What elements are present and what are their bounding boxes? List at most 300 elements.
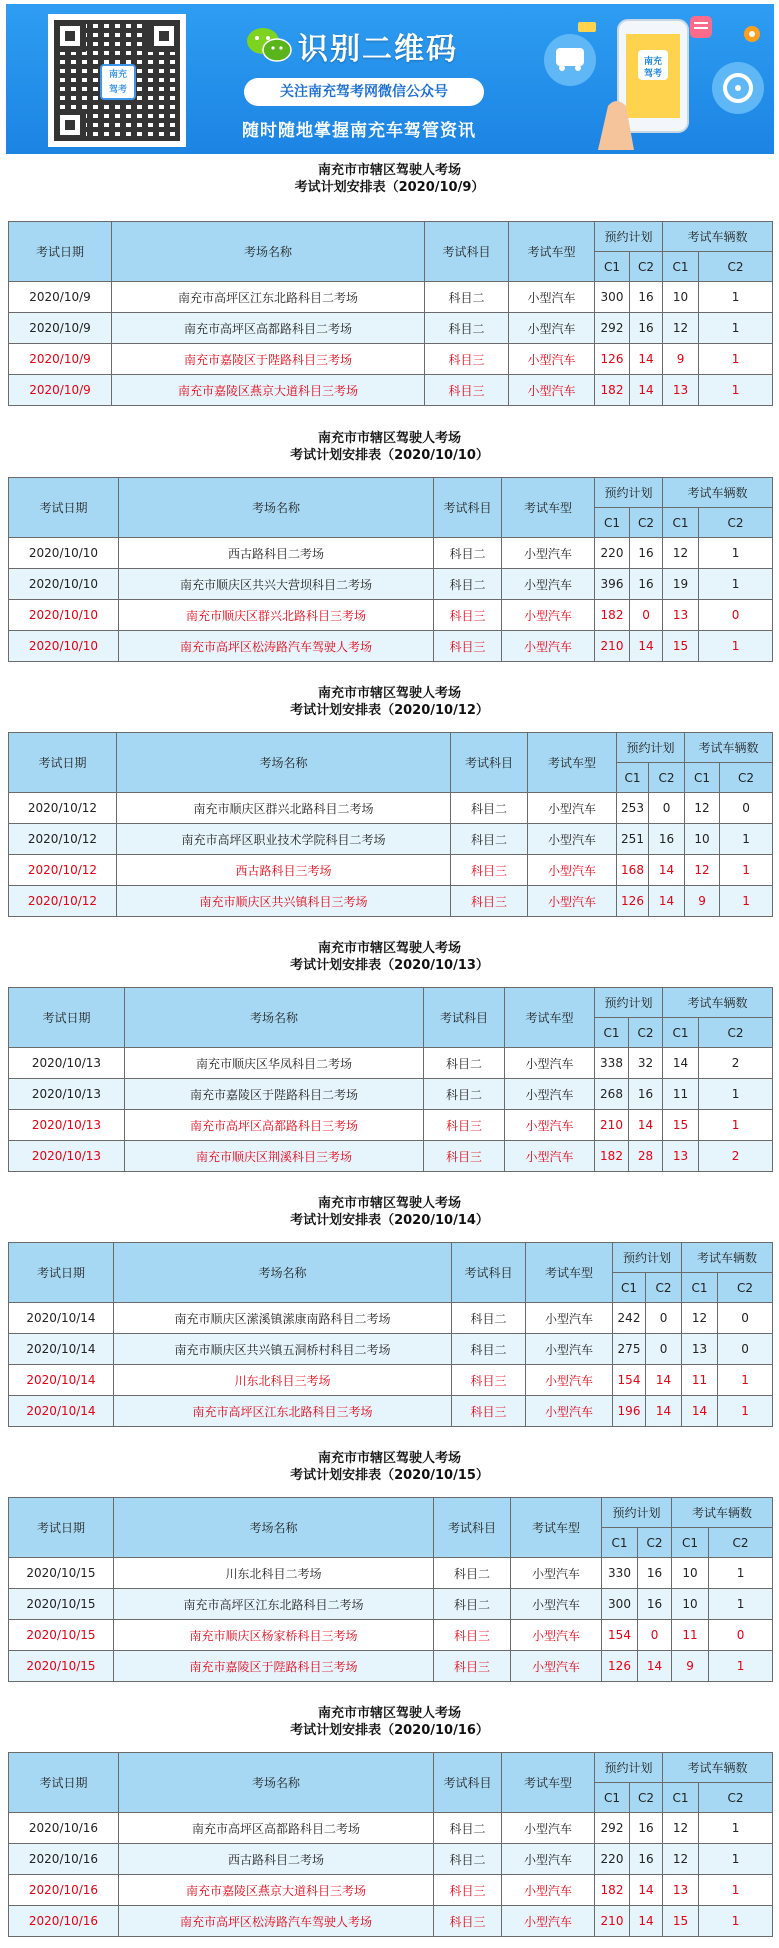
header-plan-c2: C2 bbox=[630, 508, 663, 538]
table-row bbox=[9, 1651, 773, 1682]
table-row bbox=[9, 600, 773, 631]
cell-vehicle: 小型汽车 bbox=[502, 1906, 595, 1937]
cell-subject: 科目二 bbox=[434, 538, 502, 569]
cell-subject: 科目二 bbox=[434, 1558, 511, 1589]
cell-cars-c1: 10 bbox=[685, 824, 720, 855]
cell-plan-c2: 16 bbox=[630, 538, 663, 569]
cell-plan-c1: 182 bbox=[595, 375, 630, 406]
header-cars-c2: C2 bbox=[699, 1783, 773, 1813]
cell-cars-c2: 1 bbox=[709, 1589, 773, 1620]
cell-venue: 西古路科目二考场 bbox=[119, 538, 434, 569]
cell-subject: 科目二 bbox=[434, 569, 502, 600]
cell-venue: 西古路科目二考场 bbox=[119, 1844, 434, 1875]
cell-plan-c1: 253 bbox=[617, 793, 649, 824]
header-venue: 考场名称 bbox=[119, 1753, 434, 1813]
cell-vehicle: 小型汽车 bbox=[509, 375, 595, 406]
cell-plan-c1: 182 bbox=[595, 600, 630, 631]
table-row bbox=[9, 1334, 773, 1365]
cell-cars-c2: 1 bbox=[699, 344, 773, 375]
section-subtitle: 考试计划安排表（2020/10/12） bbox=[290, 703, 489, 718]
cell-vehicle: 小型汽车 bbox=[505, 1048, 595, 1079]
cell-cars-c1: 13 bbox=[663, 375, 699, 406]
cell-vehicle: 小型汽车 bbox=[528, 793, 617, 824]
cell-subject: 科目三 bbox=[434, 600, 502, 631]
cell-plan-c1: 196 bbox=[613, 1396, 646, 1427]
header-cars-c1: C1 bbox=[682, 1273, 718, 1303]
cell-vehicle: 小型汽车 bbox=[509, 313, 595, 344]
table-row bbox=[9, 1141, 773, 1172]
header-plan-c1: C1 bbox=[602, 1528, 638, 1558]
header-plan-c1: C1 bbox=[613, 1273, 646, 1303]
table-row bbox=[9, 1396, 773, 1427]
cell-subject: 科目三 bbox=[452, 1365, 526, 1396]
cell-venue: 南充市顺庆区杨家桥科目三考场 bbox=[114, 1620, 434, 1651]
cell-cars-c2: 1 bbox=[699, 538, 773, 569]
cell-vehicle: 小型汽车 bbox=[526, 1396, 613, 1427]
cell-plan-c1: 168 bbox=[617, 855, 649, 886]
cell-plan-c1: 182 bbox=[595, 1875, 630, 1906]
cell-cars-c2: 1 bbox=[699, 1079, 773, 1110]
header-venue: 考场名称 bbox=[112, 222, 425, 282]
cell-cars-c1: 13 bbox=[663, 1141, 699, 1172]
cell-plan-c2: 16 bbox=[629, 1079, 663, 1110]
header-plan-c1: C1 bbox=[595, 1018, 629, 1048]
cell-subject: 科目二 bbox=[451, 824, 528, 855]
table-row bbox=[9, 886, 773, 917]
header-cars-c2: C2 bbox=[699, 252, 773, 282]
cell-plan-c2: 0 bbox=[646, 1303, 682, 1334]
cell-subject: 科目三 bbox=[451, 886, 528, 917]
cell-venue: 南充市高坪区江东北路科目二考场 bbox=[112, 282, 425, 313]
table-row bbox=[9, 824, 773, 855]
cell-cars-c2: 1 bbox=[699, 375, 773, 406]
section-subtitle: 考试计划安排表（2020/10/14） bbox=[290, 1213, 489, 1228]
header-cars-c2: C2 bbox=[709, 1528, 773, 1558]
cell-cars-c1: 9 bbox=[672, 1651, 709, 1682]
header-date: 考试日期 bbox=[9, 1498, 114, 1558]
header-cars-c1: C1 bbox=[672, 1528, 709, 1558]
header-plan: 预约计划 bbox=[613, 1243, 682, 1273]
cell-venue: 南充市顺庆区潆溪镇潆康南路科目二考场 bbox=[114, 1303, 452, 1334]
cell-subject: 科目二 bbox=[451, 793, 528, 824]
cell-plan-c2: 16 bbox=[630, 313, 663, 344]
cell-venue: 南充市嘉陵区燕京大道科目三考场 bbox=[119, 1875, 434, 1906]
header-plan-c2: C2 bbox=[646, 1273, 682, 1303]
table-row bbox=[9, 1589, 773, 1620]
cell-date: 2020/10/13 bbox=[9, 1079, 125, 1110]
exam-section-2020-10-10 bbox=[0, 430, 779, 467]
cell-cars-c2: 1 bbox=[699, 1906, 773, 1937]
cell-vehicle: 小型汽车 bbox=[511, 1558, 602, 1589]
section-subtitle: 考试计划安排表（2020/10/15） bbox=[290, 1468, 489, 1483]
table-row bbox=[9, 1906, 773, 1937]
cell-date: 2020/10/12 bbox=[9, 855, 117, 886]
cell-subject: 科目三 bbox=[425, 344, 509, 375]
cell-venue: 南充市高坪区高都路科目二考场 bbox=[119, 1813, 434, 1844]
cell-date: 2020/10/12 bbox=[9, 824, 117, 855]
header-subject: 考试科目 bbox=[425, 222, 509, 282]
header-cars-c1: C1 bbox=[663, 508, 699, 538]
header-venue: 考场名称 bbox=[125, 988, 424, 1048]
header-vehicle: 考试车型 bbox=[511, 1498, 602, 1558]
header-venue: 考场名称 bbox=[117, 733, 451, 793]
header-vehicle: 考试车型 bbox=[528, 733, 617, 793]
cell-venue: 南充市嘉陵区燕京大道科目三考场 bbox=[112, 375, 425, 406]
cell-cars-c1: 14 bbox=[663, 1048, 699, 1079]
cell-vehicle: 小型汽车 bbox=[528, 824, 617, 855]
section-title: 南充市市辖区驾驶人考场 bbox=[317, 686, 461, 701]
cell-vehicle: 小型汽车 bbox=[502, 1875, 595, 1906]
cell-plan-c2: 14 bbox=[646, 1396, 682, 1427]
cell-cars-c1: 19 bbox=[663, 569, 699, 600]
cell-cars-c1: 13 bbox=[663, 600, 699, 631]
table-row bbox=[9, 1365, 773, 1396]
header-cars-c1: C1 bbox=[685, 763, 720, 793]
header-cars: 考试车辆数 bbox=[685, 733, 773, 763]
header-plan-c1: C1 bbox=[595, 508, 630, 538]
exam-section-2020-10-15 bbox=[0, 1450, 779, 1487]
cell-plan-c1: 292 bbox=[595, 1813, 630, 1844]
header-cars: 考试车辆数 bbox=[672, 1498, 773, 1528]
cell-date: 2020/10/9 bbox=[9, 282, 112, 313]
cell-plan-c1: 300 bbox=[602, 1589, 638, 1620]
cell-plan-c1: 126 bbox=[617, 886, 649, 917]
cell-venue: 南充市顺庆区华凤科目二考场 bbox=[125, 1048, 424, 1079]
cell-cars-c2: 1 bbox=[699, 1110, 773, 1141]
table-row bbox=[9, 1048, 773, 1079]
exam-section-2020-10-14 bbox=[0, 1195, 779, 1232]
cell-plan-c2: 16 bbox=[630, 1813, 663, 1844]
cell-date: 2020/10/15 bbox=[9, 1651, 114, 1682]
cell-vehicle: 小型汽车 bbox=[502, 631, 595, 662]
cell-cars-c2: 1 bbox=[720, 824, 773, 855]
header-date: 考试日期 bbox=[9, 222, 112, 282]
section-title: 南充市市辖区驾驶人考场 bbox=[317, 1196, 461, 1211]
cell-venue: 南充市顺庆区共兴镇五洞桥村科目二考场 bbox=[114, 1334, 452, 1365]
banner-follow-pill[interactable]: 关注南充驾考网微信公众号 bbox=[244, 78, 484, 106]
qr-logo-line2: 驾考 bbox=[108, 85, 127, 95]
cell-date: 2020/10/15 bbox=[9, 1620, 114, 1651]
cell-venue: 南充市顺庆区群兴北路科目二考场 bbox=[117, 793, 451, 824]
cell-plan-c2: 14 bbox=[646, 1365, 682, 1396]
cell-date: 2020/10/16 bbox=[9, 1875, 119, 1906]
cell-cars-c2: 2 bbox=[699, 1048, 773, 1079]
section-title: 南充市市辖区驾驶人考场 bbox=[317, 941, 461, 956]
cell-subject: 科目二 bbox=[434, 1813, 502, 1844]
cell-date: 2020/10/14 bbox=[9, 1365, 114, 1396]
exam-section-2020-10-12 bbox=[0, 685, 779, 722]
cell-plan-c2: 0 bbox=[649, 793, 685, 824]
exam-table bbox=[8, 732, 773, 917]
cell-plan-c2: 28 bbox=[629, 1141, 663, 1172]
header-plan-c2: C2 bbox=[630, 252, 663, 282]
cell-cars-c2: 1 bbox=[718, 1396, 773, 1427]
cell-date: 2020/10/9 bbox=[9, 375, 112, 406]
header-venue: 考场名称 bbox=[114, 1243, 452, 1303]
cell-date: 2020/10/13 bbox=[9, 1048, 125, 1079]
cell-vehicle: 小型汽车 bbox=[502, 1844, 595, 1875]
cell-venue: 南充市顺庆区荆溪科目三考场 bbox=[125, 1141, 424, 1172]
qr-finder-top-right bbox=[148, 20, 180, 52]
cell-plan-c1: 210 bbox=[595, 1110, 629, 1141]
cell-vehicle: 小型汽车 bbox=[509, 282, 595, 313]
cell-venue: 西古路科目三考场 bbox=[117, 855, 451, 886]
cell-venue: 南充市高坪区松涛路汽车驾驶人考场 bbox=[119, 1906, 434, 1937]
cell-cars-c2: 1 bbox=[720, 855, 773, 886]
cell-date: 2020/10/14 bbox=[9, 1334, 114, 1365]
header-cars: 考试车辆数 bbox=[663, 988, 773, 1018]
cell-subject: 科目三 bbox=[434, 1651, 511, 1682]
table-row bbox=[9, 569, 773, 600]
cell-cars-c2: 1 bbox=[718, 1365, 773, 1396]
table-row bbox=[9, 1303, 773, 1334]
header-date: 考试日期 bbox=[9, 988, 125, 1048]
qr-finder-bottom-left bbox=[54, 109, 86, 141]
cell-venue: 南充市高坪区高都路科目二考场 bbox=[112, 313, 425, 344]
cell-subject: 科目三 bbox=[424, 1110, 505, 1141]
cell-vehicle: 小型汽车 bbox=[505, 1079, 595, 1110]
cell-venue: 南充市嘉陵区于陛路科目二考场 bbox=[125, 1079, 424, 1110]
exam-section-2020-10-9 bbox=[0, 162, 779, 199]
cell-plan-c2: 14 bbox=[629, 1110, 663, 1141]
header-plan-c2: C2 bbox=[630, 1783, 663, 1813]
cell-cars-c1: 10 bbox=[672, 1589, 709, 1620]
cell-cars-c1: 12 bbox=[663, 1844, 699, 1875]
cell-subject: 科目三 bbox=[424, 1141, 505, 1172]
cell-date: 2020/10/13 bbox=[9, 1110, 125, 1141]
cell-subject: 科目二 bbox=[452, 1334, 526, 1365]
cell-subject: 科目三 bbox=[425, 375, 509, 406]
qr-pattern bbox=[54, 20, 180, 141]
cell-cars-c1: 13 bbox=[663, 1875, 699, 1906]
table-row bbox=[9, 344, 773, 375]
cell-vehicle: 小型汽车 bbox=[511, 1651, 602, 1682]
header-date: 考试日期 bbox=[9, 733, 117, 793]
header-plan-c1: C1 bbox=[617, 763, 649, 793]
header-plan-c2: C2 bbox=[629, 1018, 663, 1048]
header-vehicle: 考试车型 bbox=[502, 1753, 595, 1813]
cell-cars-c2: 1 bbox=[720, 886, 773, 917]
exam-table bbox=[8, 1242, 773, 1427]
cell-plan-c1: 220 bbox=[595, 538, 630, 569]
cell-cars-c1: 12 bbox=[682, 1303, 718, 1334]
cell-subject: 科目二 bbox=[425, 313, 509, 344]
cell-plan-c2: 0 bbox=[638, 1620, 672, 1651]
cell-cars-c1: 11 bbox=[682, 1365, 718, 1396]
cell-vehicle: 小型汽车 bbox=[511, 1589, 602, 1620]
cell-plan-c2: 14 bbox=[630, 631, 663, 662]
header-cars-c2: C2 bbox=[699, 1018, 773, 1048]
exam-table bbox=[8, 1497, 773, 1682]
cell-cars-c1: 12 bbox=[663, 313, 699, 344]
cell-subject: 科目二 bbox=[425, 282, 509, 313]
qr-code bbox=[48, 14, 186, 147]
cell-cars-c1: 11 bbox=[672, 1620, 709, 1651]
header-vehicle: 考试车型 bbox=[502, 478, 595, 538]
cell-cars-c1: 13 bbox=[682, 1334, 718, 1365]
qr-logo-line1: 南充 bbox=[108, 70, 127, 80]
cell-cars-c1: 9 bbox=[663, 344, 699, 375]
cell-subject: 科目二 bbox=[424, 1048, 505, 1079]
cell-date: 2020/10/10 bbox=[9, 600, 119, 631]
cell-plan-c2: 14 bbox=[649, 855, 685, 886]
section-subtitle: 考试计划安排表（2020/10/16） bbox=[290, 1723, 489, 1738]
cell-cars-c2: 0 bbox=[718, 1303, 773, 1334]
section-title: 南充市市辖区驾驶人考场 bbox=[317, 1706, 461, 1721]
table-row bbox=[9, 855, 773, 886]
cell-vehicle: 小型汽车 bbox=[526, 1334, 613, 1365]
cell-vehicle: 小型汽车 bbox=[511, 1620, 602, 1651]
phone-logo-line1: 南充 bbox=[643, 57, 663, 67]
cell-date: 2020/10/16 bbox=[9, 1813, 119, 1844]
section-subtitle: 考试计划安排表（2020/10/13） bbox=[290, 958, 489, 973]
header-subject: 考试科目 bbox=[434, 1753, 502, 1813]
header-cars: 考试车辆数 bbox=[663, 222, 773, 252]
cell-plan-c1: 154 bbox=[613, 1365, 646, 1396]
cell-vehicle: 小型汽车 bbox=[528, 855, 617, 886]
cell-plan-c1: 182 bbox=[595, 1141, 629, 1172]
cell-plan-c1: 210 bbox=[595, 1906, 630, 1937]
exam-section-2020-10-13 bbox=[0, 940, 779, 977]
header-plan-c2: C2 bbox=[638, 1528, 672, 1558]
cell-plan-c1: 338 bbox=[595, 1048, 629, 1079]
cell-plan-c1: 126 bbox=[595, 344, 630, 375]
header-cars-c1: C1 bbox=[663, 1783, 699, 1813]
header-cars-c1: C1 bbox=[663, 252, 699, 282]
cell-cars-c2: 2 bbox=[699, 1141, 773, 1172]
cell-subject: 科目三 bbox=[434, 1875, 502, 1906]
header-plan-c1: C1 bbox=[595, 1783, 630, 1813]
header-subject: 考试科目 bbox=[434, 1498, 511, 1558]
cell-date: 2020/10/12 bbox=[9, 793, 117, 824]
cell-venue: 南充市高坪区高都路科目三考场 bbox=[125, 1110, 424, 1141]
exam-table bbox=[8, 477, 773, 662]
wechat-icon bbox=[246, 26, 292, 64]
table-row bbox=[9, 375, 773, 406]
cell-date: 2020/10/9 bbox=[9, 344, 112, 375]
section-title: 南充市市辖区驾驶人考场 bbox=[317, 163, 461, 178]
cell-plan-c2: 0 bbox=[646, 1334, 682, 1365]
table-row bbox=[9, 1079, 773, 1110]
table-row bbox=[9, 793, 773, 824]
header-subject: 考试科目 bbox=[451, 733, 528, 793]
header-plan: 预约计划 bbox=[595, 988, 663, 1018]
cell-plan-c2: 32 bbox=[629, 1048, 663, 1079]
header-date: 考试日期 bbox=[9, 478, 119, 538]
cell-plan-c2: 16 bbox=[638, 1589, 672, 1620]
header-plan: 预约计划 bbox=[595, 1753, 663, 1783]
cell-cars-c2: 0 bbox=[709, 1620, 773, 1651]
header-cars: 考试车辆数 bbox=[663, 1753, 773, 1783]
cell-plan-c2: 14 bbox=[630, 375, 663, 406]
table-row bbox=[9, 1110, 773, 1141]
cell-vehicle: 小型汽车 bbox=[502, 1813, 595, 1844]
cell-date: 2020/10/13 bbox=[9, 1141, 125, 1172]
cell-venue: 川东北科目三考场 bbox=[114, 1365, 452, 1396]
cell-plan-c2: 14 bbox=[630, 344, 663, 375]
header-cars-c2: C2 bbox=[720, 763, 773, 793]
cell-plan-c1: 210 bbox=[595, 631, 630, 662]
cell-cars-c2: 0 bbox=[720, 793, 773, 824]
banner-title: 识别二维码 bbox=[298, 32, 458, 67]
cell-cars-c1: 15 bbox=[663, 1110, 699, 1141]
cell-date: 2020/10/16 bbox=[9, 1906, 119, 1937]
header-plan-c1: C1 bbox=[595, 252, 630, 282]
banner-subtitle: 随时随地掌握南充车驾管资讯 bbox=[242, 121, 476, 141]
header-date: 考试日期 bbox=[9, 1243, 114, 1303]
cell-plan-c1: 330 bbox=[602, 1558, 638, 1589]
cell-subject: 科目二 bbox=[452, 1303, 526, 1334]
cell-plan-c2: 0 bbox=[630, 600, 663, 631]
header-vehicle: 考试车型 bbox=[526, 1243, 613, 1303]
table-row bbox=[9, 313, 773, 344]
cell-date: 2020/10/10 bbox=[9, 631, 119, 662]
cell-cars-c1: 15 bbox=[663, 1906, 699, 1937]
table-row bbox=[9, 1620, 773, 1651]
cell-subject: 科目三 bbox=[451, 855, 528, 886]
cell-cars-c2: 1 bbox=[699, 313, 773, 344]
cell-plan-c2: 14 bbox=[630, 1875, 663, 1906]
header-plan: 预约计划 bbox=[595, 222, 663, 252]
cell-date: 2020/10/15 bbox=[9, 1589, 114, 1620]
cell-cars-c1: 12 bbox=[663, 538, 699, 569]
cell-subject: 科目三 bbox=[434, 1620, 511, 1651]
cell-cars-c2: 1 bbox=[699, 1844, 773, 1875]
table-row bbox=[9, 1844, 773, 1875]
cell-cars-c2: 1 bbox=[699, 569, 773, 600]
cell-date: 2020/10/10 bbox=[9, 538, 119, 569]
section-title: 南充市市辖区驾驶人考场 bbox=[317, 1451, 461, 1466]
cell-subject: 科目三 bbox=[434, 631, 502, 662]
cell-cars-c1: 12 bbox=[663, 1813, 699, 1844]
table-row bbox=[9, 282, 773, 313]
cell-cars-c2: 1 bbox=[699, 1875, 773, 1906]
cell-venue: 南充市高坪区松涛路汽车驾驶人考场 bbox=[119, 631, 434, 662]
cell-subject: 科目二 bbox=[434, 1589, 511, 1620]
cell-plan-c2: 16 bbox=[630, 1844, 663, 1875]
cell-plan-c1: 268 bbox=[595, 1079, 629, 1110]
header-subject: 考试科目 bbox=[452, 1243, 526, 1303]
cell-date: 2020/10/14 bbox=[9, 1303, 114, 1334]
header-cars: 考试车辆数 bbox=[663, 478, 773, 508]
cell-vehicle: 小型汽车 bbox=[509, 344, 595, 375]
cell-plan-c1: 396 bbox=[595, 569, 630, 600]
header-cars-c2: C2 bbox=[718, 1273, 773, 1303]
cell-vehicle: 小型汽车 bbox=[505, 1110, 595, 1141]
section-subtitle: 考试计划安排表（2020/10/10） bbox=[290, 448, 489, 463]
qr-finder-top-left bbox=[54, 20, 86, 52]
cell-plan-c2: 14 bbox=[638, 1651, 672, 1682]
cell-venue: 南充市顺庆区共兴大营坝科目二考场 bbox=[119, 569, 434, 600]
cell-vehicle: 小型汽车 bbox=[502, 600, 595, 631]
cell-plan-c2: 16 bbox=[630, 569, 663, 600]
cell-plan-c1: 126 bbox=[602, 1651, 638, 1682]
cell-cars-c1: 11 bbox=[663, 1079, 699, 1110]
cell-cars-c1: 9 bbox=[685, 886, 720, 917]
cell-cars-c1: 12 bbox=[685, 793, 720, 824]
cell-subject: 科目三 bbox=[452, 1396, 526, 1427]
cell-vehicle: 小型汽车 bbox=[526, 1365, 613, 1396]
cell-subject: 科目二 bbox=[434, 1844, 502, 1875]
cell-vehicle: 小型汽车 bbox=[505, 1141, 595, 1172]
cell-plan-c1: 300 bbox=[595, 282, 630, 313]
cell-cars-c1: 10 bbox=[663, 282, 699, 313]
exam-table bbox=[8, 221, 773, 406]
cell-plan-c1: 251 bbox=[617, 824, 649, 855]
wechat-banner[interactable] bbox=[6, 4, 774, 154]
header-cars: 考试车辆数 bbox=[682, 1243, 773, 1273]
cell-cars-c2: 0 bbox=[699, 600, 773, 631]
